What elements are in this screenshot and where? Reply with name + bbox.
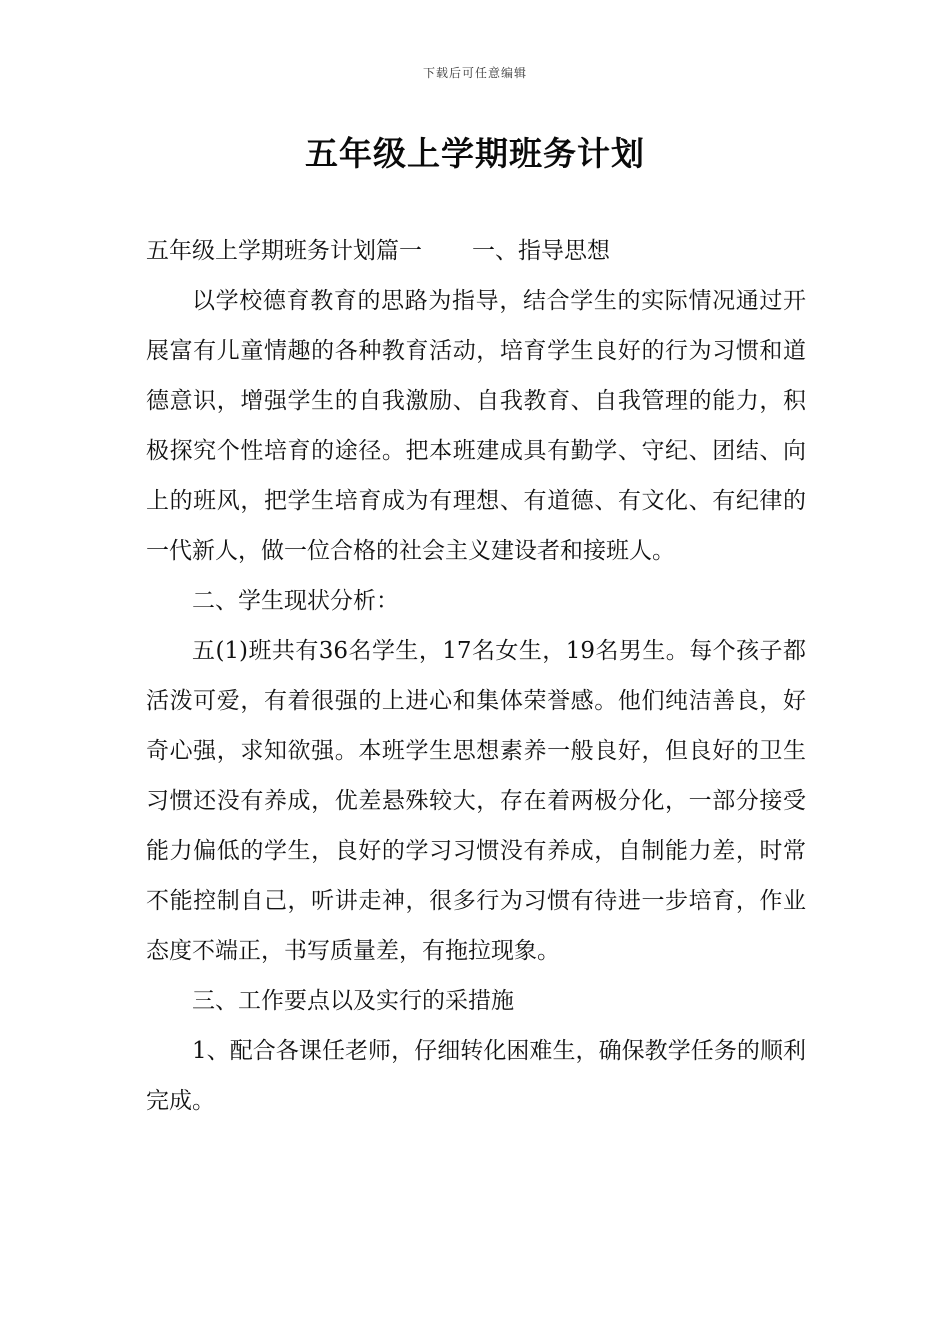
page-title: 五年级上学期班务计划 xyxy=(305,134,645,173)
section-heading-student-analysis: 二、学生现状分析： xyxy=(192,588,399,614)
section-heading-guiding-thought: 一、指导思想 xyxy=(472,238,610,264)
subtitle-text: 五年级上学期班务计划篇一 xyxy=(146,238,422,264)
paragraph-work-point-1: 1、配合各课任老师，仔细转化困难生，确保教学任务的顺利完成。 xyxy=(146,1038,806,1114)
section-heading-line xyxy=(146,226,806,276)
section-heading-work-points: 三、工作要点以及实行的采措施 xyxy=(192,988,514,1014)
document-body xyxy=(146,226,806,1126)
header-note: 下载后可任意编辑 xyxy=(422,66,527,80)
paragraph-guiding-thought: 以学校德育教育的思路为指导，结合学生的实际情况通过开展富有儿童情趣的各种教育活动，培育学生良好的行为习惯和道德意识，增强学生的自我激励、自我教育、自我管理的能力，积极探究个性培育的途径。把本班建成具有勤学、守纪、团结、向上的班风，把学生培育成为有理想、有道德、有文化、有纪律的一代新人，做一位合格的社会主义建设者和接班人。 xyxy=(146,288,806,564)
paragraph-student-analysis: 五(1)班共有36名学生，17名女生，19名男生。每个孩子都活泼可爱，有着很强的上进心和集体荣誉感。他们纯洁善良，好奇心强，求知欲强。本班学生思想素养一般良好，但良好的卫生习惯还没有养成，优差悬殊较大，存在着两极分化，一部分接受能力偏低的学生，良好的学习习惯没有养成，自制能力差，时常不能控制自己，听讲走神，很多行为习惯有待进一步培育，作业态度不端正，书写质量差，有拖拉现象。 xyxy=(146,638,806,964)
